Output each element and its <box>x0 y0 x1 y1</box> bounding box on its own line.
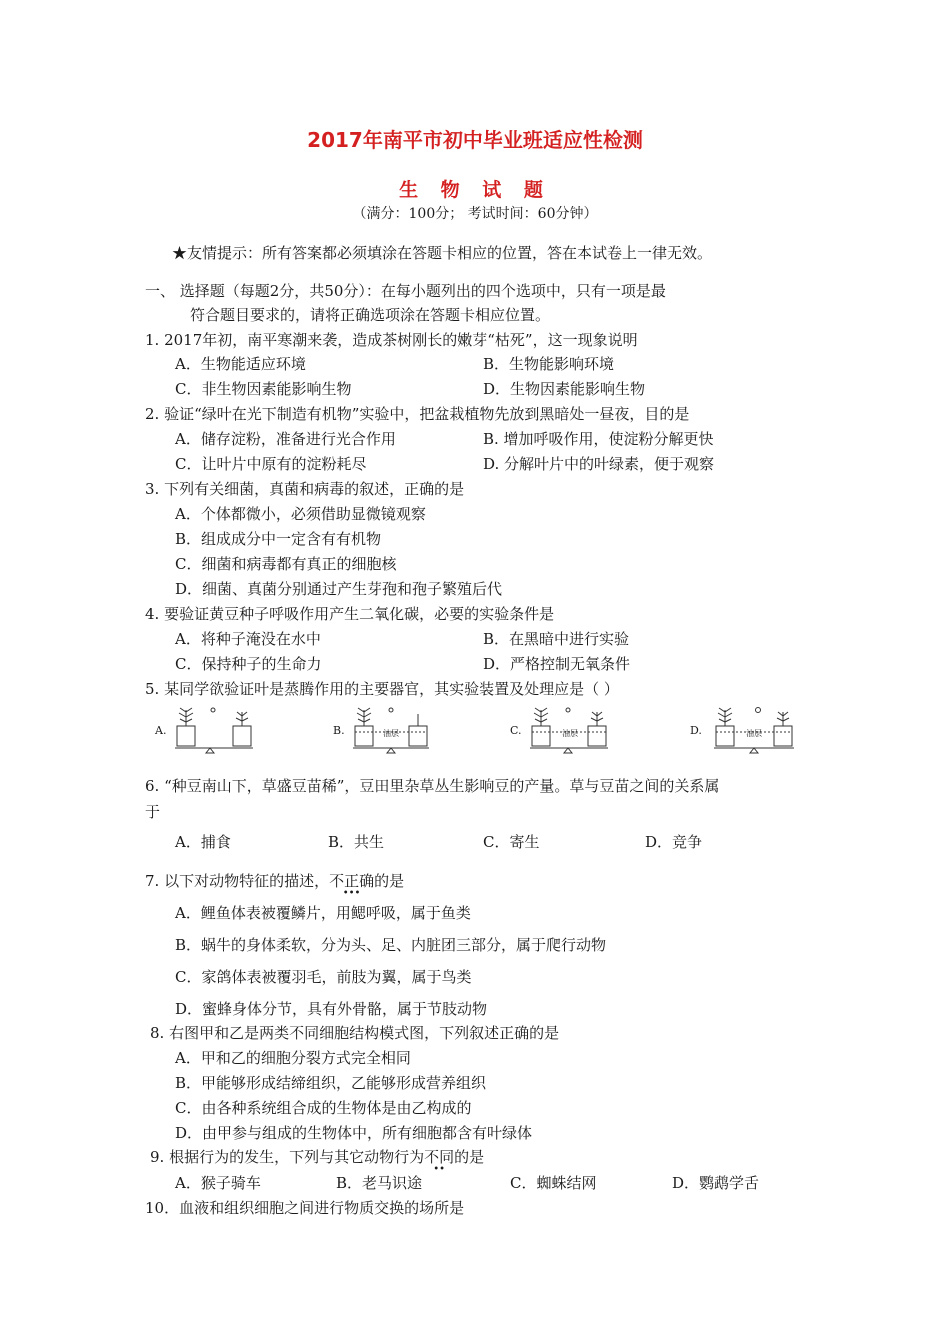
q3-stem: 3. 下列有关细菌，真菌和病毒的叙述，正确的是 <box>145 480 465 498</box>
q5-diagram-label: A. <box>155 724 167 737</box>
q6-stem-line2: 于 <box>145 803 161 821</box>
q7-option-c: C．家鸽体表被覆羽毛，前肢为翼，属于鸟类 <box>175 968 472 986</box>
q6-stem-line1: 6. “种豆南山下，草盛豆苗稀”，豆田里杂草丛生影响豆的产量。草与豆苗之间的关系属 <box>145 777 720 795</box>
q1-stem: 1. 2017年初，南平寒潮来袭，造成茶树刚长的嫩芽“枯死”，这一现象说明 <box>145 331 638 349</box>
q5-diagram-d <box>690 704 810 754</box>
page-title: 2017年南平市初中毕业班适应性检测 <box>307 128 643 152</box>
q9-option-a: A．猴子骑车 <box>175 1174 261 1192</box>
q7-option-d: D．蜜蜂身体分节，具有外骨骼，属于节肢动物 <box>175 1000 488 1018</box>
q10-stem: 10．血液和组织细胞之间进行物质交换的场所是 <box>145 1199 465 1217</box>
notice-text: ★友情提示：所有答案都必须填涂在答题卡相应的位置，答在本试卷上一律无效。 <box>172 244 713 262</box>
q1-option-c: C．非生物因素能影响生物 <box>175 380 352 398</box>
q2-option-d: D. 分解叶片中的叶绿素，便于观察 <box>483 455 715 473</box>
q2-option-b: B. 增加呼吸作用，使淀粉分解更快 <box>483 430 714 448</box>
q3-option-a: A．个体都微小，必须借助显微镜观察 <box>175 505 426 523</box>
q5-stem: 5. 某同学欲验证叶是蒸腾作用的主要器官，其实验装置及处理应是（ ） <box>145 680 619 698</box>
q9-option-d: D．鹦鹉学舌 <box>672 1174 760 1192</box>
exam-meta: （满分：100分； 考试时间：60分钟） <box>352 206 598 222</box>
oil-layer-label: 油层 <box>383 729 399 738</box>
q9-stem-emphasis: 不同 •• <box>424 1148 455 1175</box>
q9-stem-pre: 9. 根据行为的发生，下列与其它动物行为 <box>150 1148 425 1166</box>
q2-stem: 2. 验证“绿叶在光下制造有机物”实验中，把盆栽植物先放到黑暗处一昼夜，目的是 <box>145 405 690 423</box>
q8-option-d: D．由甲参与组成的生物体中，所有细胞都含有叶绿体 <box>175 1124 533 1142</box>
q8-option-a: A．甲和乙的细胞分裂方式完全相同 <box>175 1049 411 1067</box>
q4-option-c: C．保持种子的生命力 <box>175 655 322 673</box>
q1-option-b: B．生物能影响环境 <box>483 355 615 373</box>
balance-apparatus-icon <box>155 704 265 754</box>
q7-stem-post: 的是 <box>374 872 405 890</box>
q6-option-a: A．捕食 <box>175 833 231 851</box>
q1-option-a: A．生物能适应环境 <box>175 355 306 373</box>
q4-option-a: A．将种子淹没在水中 <box>175 630 321 648</box>
q5-diagram-label: C. <box>510 724 522 737</box>
q7-option-b: B．蜗牛的身体柔软，分为头、足、内脏团三部分，属于爬行动物 <box>175 936 607 954</box>
q2-option-c: C．让叶片中原有的淀粉耗尽 <box>175 455 367 473</box>
q8-stem: 8. 右图甲和乙是两类不同细胞结构模式图，下列叙述正确的是 <box>150 1024 560 1042</box>
q6-option-d: D．竞争 <box>645 833 703 851</box>
q4-stem: 4. 要验证黄豆种子呼吸作用产生二氧化碳，必要的实验条件是 <box>145 605 555 623</box>
q5-diagram-a <box>155 704 265 754</box>
subject-title: 生 物 试 题 <box>399 179 551 201</box>
q4-option-d: D．严格控制无氧条件 <box>483 655 631 673</box>
q3-option-b: B．组成成分中一定含有有机物 <box>175 530 382 548</box>
q2-option-a: A．储存淀粉，准备进行光合作用 <box>175 430 396 448</box>
q5-diagram-b <box>333 704 443 754</box>
oil-layer-label: 油层 <box>562 729 578 738</box>
q5-diagram-c <box>510 704 620 754</box>
q9-option-b: B．老马识途 <box>336 1174 423 1192</box>
emphasis-dots: •• <box>433 1164 445 1175</box>
q8-option-b: B．甲能够形成结缔组织，乙能够形成营养组织 <box>175 1074 487 1092</box>
q7-stem <box>145 870 405 899</box>
section-heading-line1: 一、 选择题（每题2分，共50分）：在每小题列出的四个选项中，只有一项是最 <box>145 282 666 300</box>
q7-stem-emphasis: 不正确 ••• <box>329 872 375 899</box>
q9-option-c: C．蜘蛛结网 <box>510 1174 597 1192</box>
q6-option-b: B．共生 <box>328 833 385 851</box>
q6-option-c: C．寄生 <box>483 833 540 851</box>
q1-option-d: D．生物因素能影响生物 <box>483 380 646 398</box>
q8-option-c: C．由各种系统组合成的生物体是由乙构成的 <box>175 1099 472 1117</box>
q7-option-a: A．鲤鱼体表被覆鳞片，用鳃呼吸，属于鱼类 <box>175 904 471 922</box>
emphasis-dots: ••• <box>342 888 361 899</box>
q9-stem-post: 的是 <box>454 1148 485 1166</box>
q7-stem-pre: 7. 以下对动物特征的描述， <box>145 872 330 890</box>
q5-diagram-label: B. <box>333 724 345 737</box>
q3-option-d: D．细菌、真菌分别通过产生芽孢和孢子繁殖后代 <box>175 580 503 598</box>
q9-stem <box>150 1146 485 1175</box>
q3-option-c: C．细菌和病毒都有真正的细胞核 <box>175 555 397 573</box>
section-heading-line2: 符合题目要求的，请将正确选项涂在答题卡相应位置。 <box>190 306 551 324</box>
q5-diagram-label: D. <box>690 724 702 737</box>
q4-option-b: B．在黑暗中进行实验 <box>483 630 630 648</box>
oil-layer-label: 油层 <box>746 729 762 738</box>
